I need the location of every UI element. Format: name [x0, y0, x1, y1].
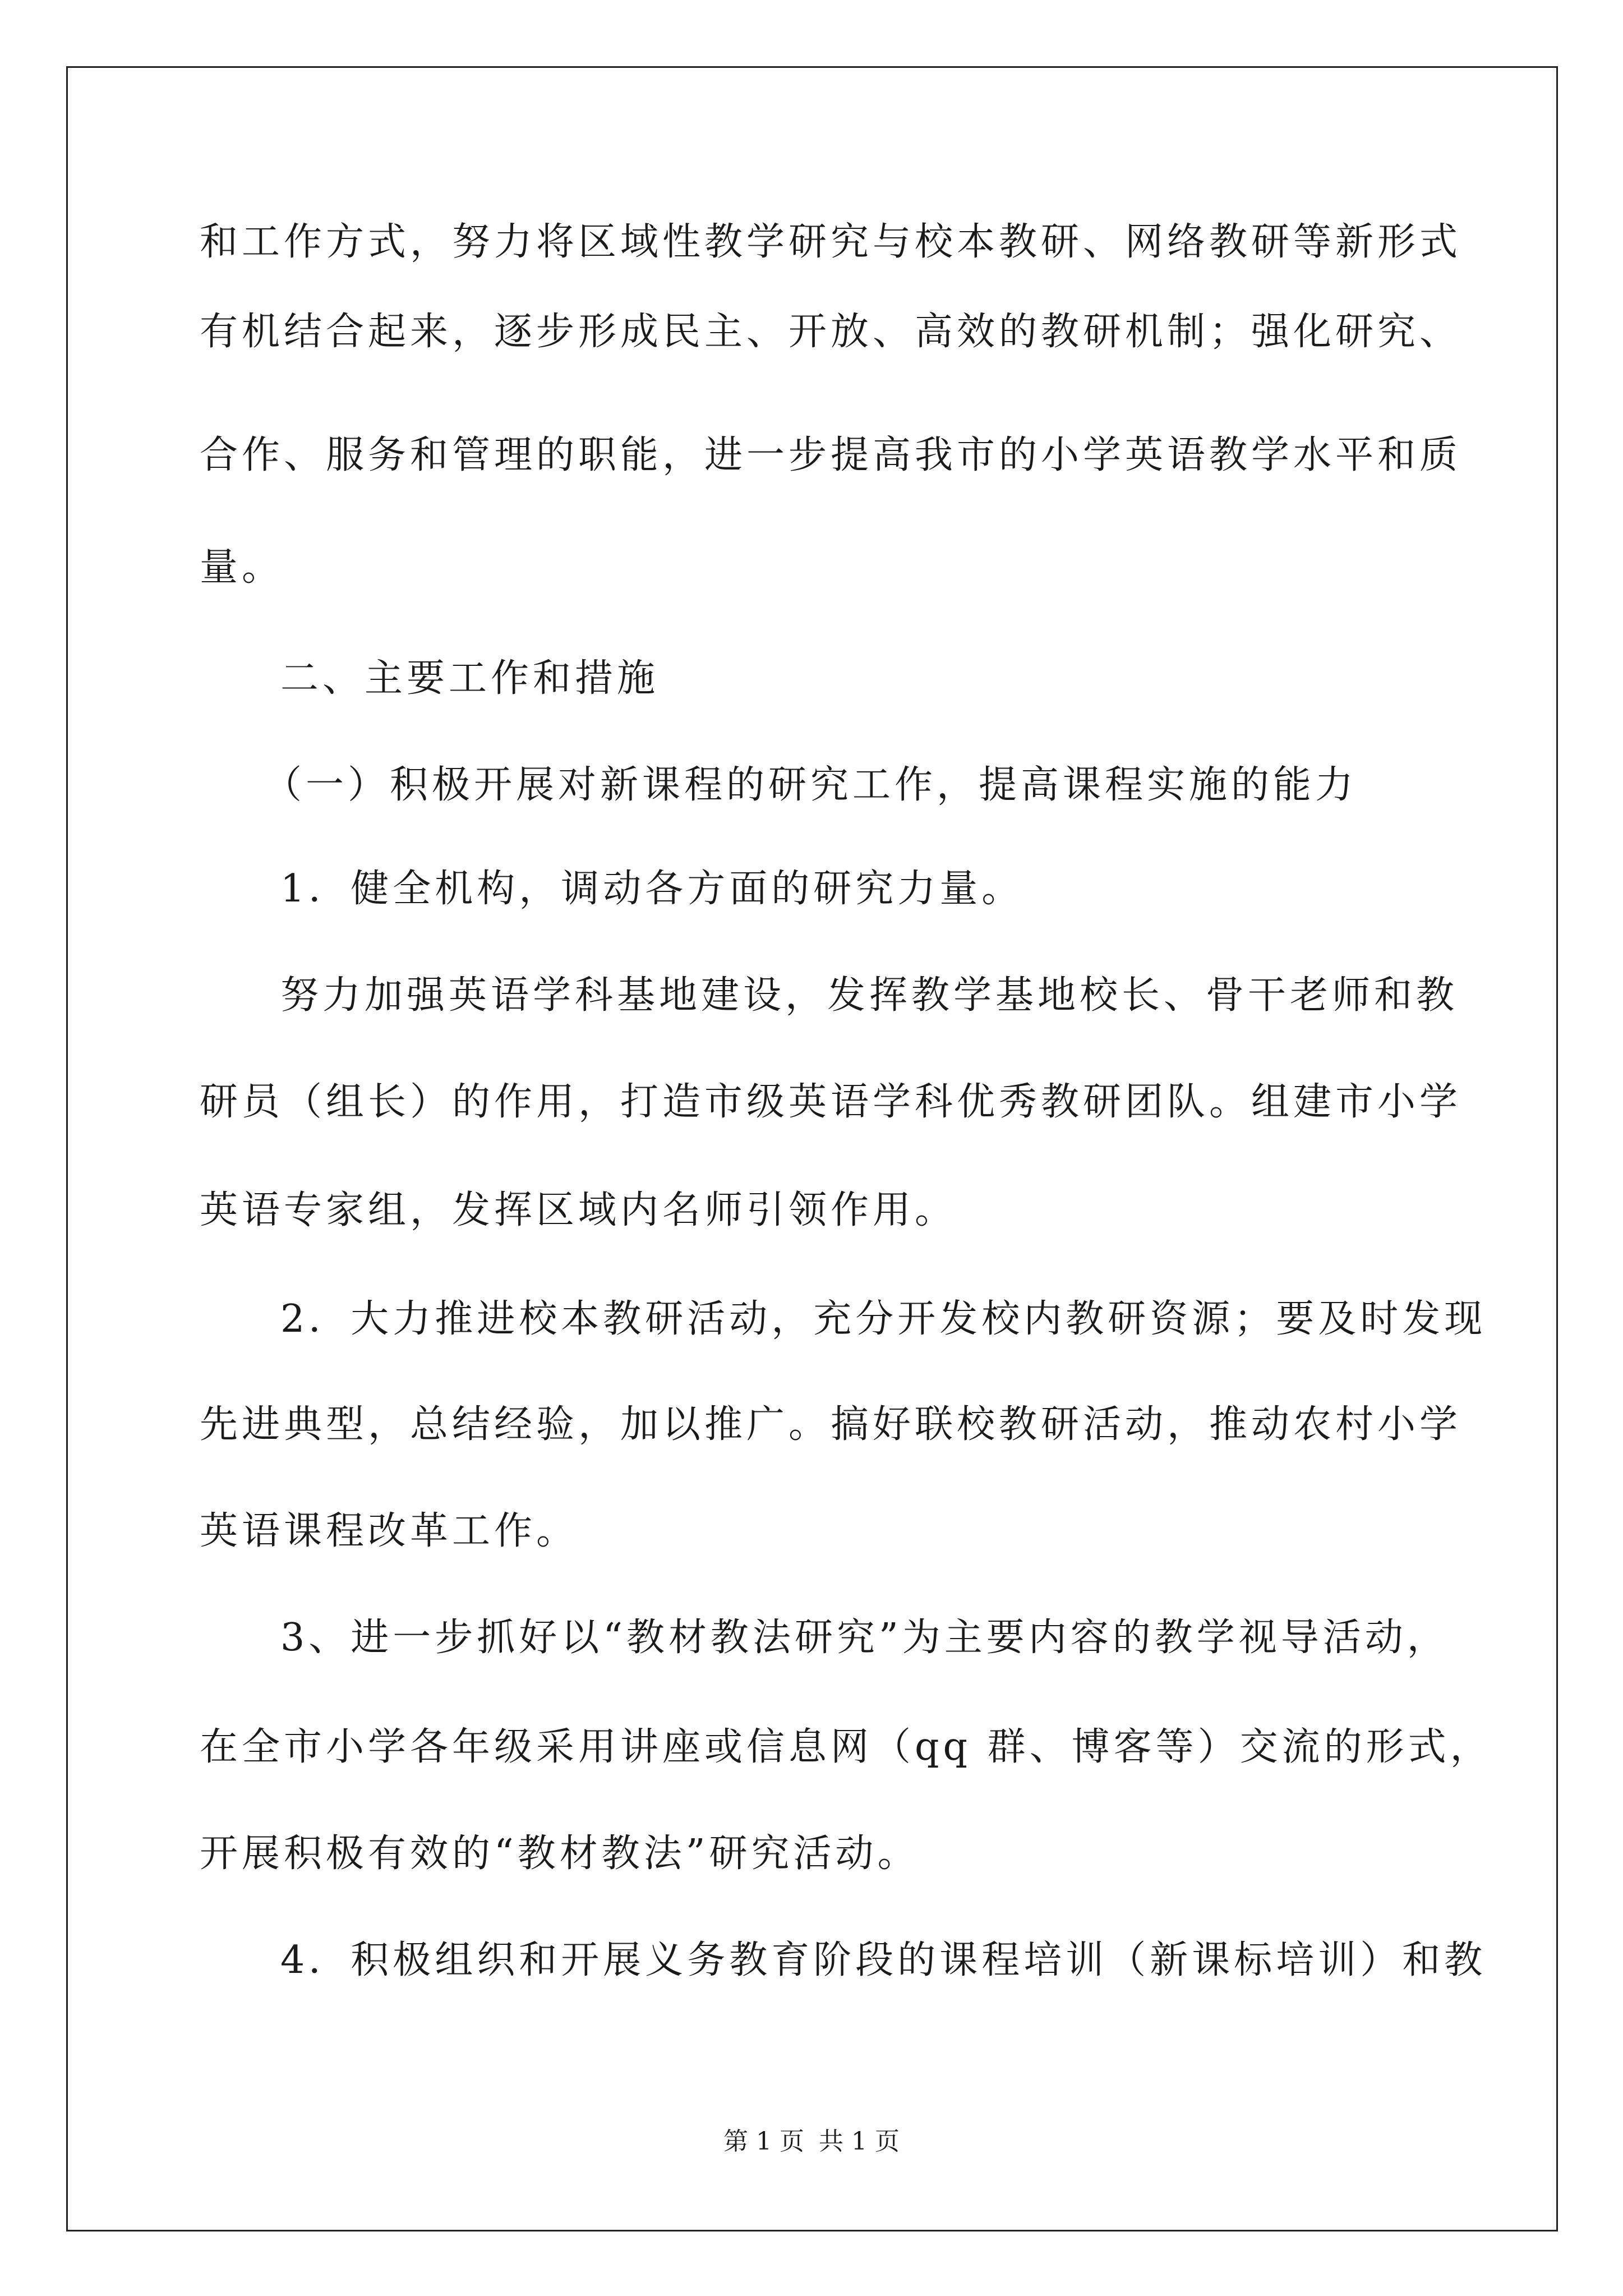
text-line: 量。: [200, 545, 284, 590]
page-number: 第 1 页: [723, 2127, 804, 2156]
text-line: 和工作方式，努力将区域性教学研究与校本教研、网络教研等新形式: [200, 220, 1462, 264]
list-item: 3、进一步抓好以“教材教法研究”为主要内容的教学视导活动，: [280, 1616, 1449, 1660]
section-heading: 二、主要工作和措施: [280, 656, 660, 701]
subsection-heading: （一）积极开展对新课程的研究工作，提高课程实施的能力: [264, 763, 1358, 807]
text-line: 英语专家组，发挥区域内名师引领作用。: [200, 1188, 957, 1232]
page-border: [66, 66, 1558, 2231]
text-line: 开展积极有效的“教材教法”研究活动。: [200, 1832, 920, 1876]
text-line: 研员（组长）的作用，打造市级英语学科优秀教研团队。组建市小学: [200, 1080, 1462, 1124]
list-item: 4．积极组织和开展义务教育阶段的课程培训（新课标培训）和教: [280, 1938, 1487, 1982]
text-line: 在全市小学各年级采用讲座或信息网（qq 群、博客等）交流的形式，: [200, 1725, 1492, 1769]
list-item: 1．健全机构，调动各方面的研究力量。: [280, 867, 1024, 911]
text-line: 努力加强英语学科基地建设，发挥教学基地校长、骨干老师和教: [280, 973, 1459, 1018]
text-line: 英语课程改革工作。: [200, 1509, 579, 1553]
text-line: 有机结合起来，逐步形成民主、开放、高效的教研机制；强化研究、: [200, 310, 1462, 354]
list-item: 2．大力推进校本教研活动，充分开发校内教研资源；要及时发现: [280, 1297, 1487, 1341]
text-line: 合作、服务和管理的职能，进一步提高我市的小学英语教学水平和质: [200, 433, 1462, 477]
text-line: 先进典型，总结经验，加以推广。搞好联校教研活动，推动农村小学: [200, 1402, 1462, 1447]
page-footer: [0, 2126, 1623, 2157]
page-total: 共 1 页: [819, 2127, 900, 2156]
